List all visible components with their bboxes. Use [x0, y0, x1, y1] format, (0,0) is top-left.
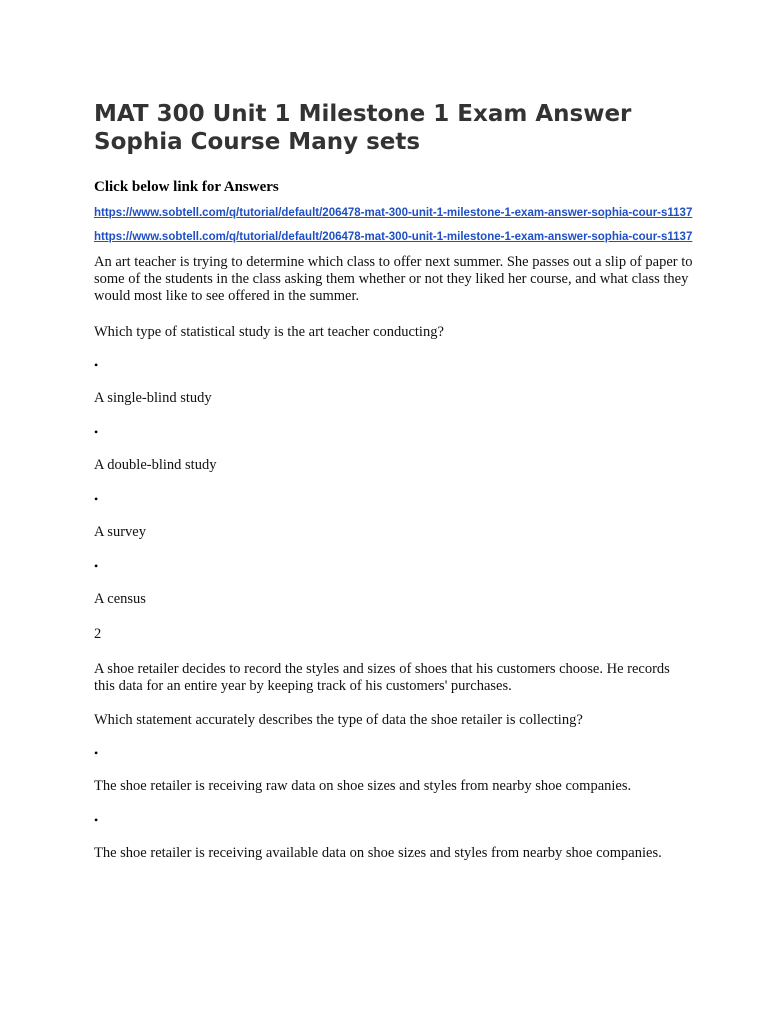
bullet-icon: • [94, 813, 99, 827]
document-page [94, 100, 694, 862]
question-2-prompt: A shoe retailer decides to record the styles and sizes of shoes that his customers choose. He records this data for an entire year by keeping track of his customers' purchases. [94, 661, 670, 694]
question-1-option-3: A survey [94, 524, 146, 540]
question-1-option-4: A census [94, 591, 146, 607]
question-1-option-1: A single-blind study [94, 390, 212, 406]
bullet-icon: • [94, 492, 99, 506]
bullet-icon: • [94, 746, 99, 760]
question-2-number: 2 [94, 626, 102, 642]
question-1-option-2: A double-blind study [94, 457, 217, 473]
answers-label: Click below link for Answers [94, 179, 279, 195]
bullet-icon: • [94, 559, 99, 573]
answer-link-2[interactable]: https://www.sobtell.com/q/tutorial/default/206478-mat-300-unit-1-milestone-1-exam-answer-sophia-cour-s1137 [94, 231, 693, 243]
bullet-icon: • [94, 425, 99, 439]
question-2-option-1: The shoe retailer is receiving raw data on shoe sizes and styles from nearby shoe companies. [94, 778, 632, 794]
document-title: MAT 300 Unit 1 Milestone 1 Exam Answer Sophia Course Many sets [94, 101, 632, 155]
bullet-icon: • [94, 358, 99, 372]
question-2-text: Which statement accurately describes the type of data the shoe retailer is collecting? [94, 712, 583, 728]
question-2-option-2: The shoe retailer is receiving available data on shoe sizes and styles from nearby shoe companies. [94, 845, 662, 861]
question-1-text: Which type of statistical study is the art teacher conducting? [94, 324, 444, 340]
answer-link-1[interactable]: https://www.sobtell.com/q/tutorial/default/206478-mat-300-unit-1-milestone-1-exam-answer-sophia-cour-s1137 [94, 207, 693, 219]
question-1-prompt: An art teacher is trying to determine which class to offer next summer. She passes out a slip of paper to some of the students in the class asking them whether or not they liked her course, and what class they would most like to see offered in the summer. [94, 254, 693, 304]
